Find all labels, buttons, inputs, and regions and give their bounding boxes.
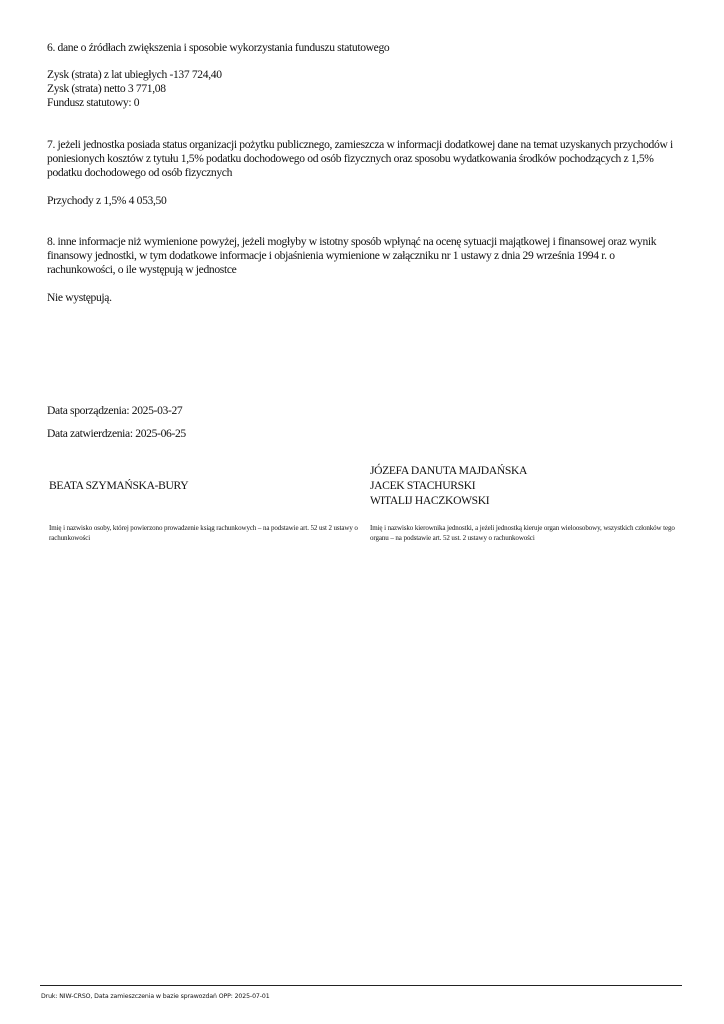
section-7-value: Przychody z 1,5% 4 053,50 — [47, 194, 167, 207]
manager-caption: Imię i nazwisko kierownika jednostki, a jeżeli jednostką kieruje organ wieloosobowy, wszystkich członków tego organu – na podstawie art. 52 ust. 2 ustawy o rachunkowości — [370, 524, 675, 542]
approval-date: Data zatwierdzenia: 2025-06-25 — [47, 427, 186, 440]
accountant-name: BEATA SZYMAŃSKA-BURY — [49, 479, 189, 492]
footer-divider — [40, 985, 682, 986]
accountant-caption: Imię i nazwisko osoby, której powierzono prowadzenie ksiąg rachunkowych – na podstawie art. 52 ust 2 ustawy o rachunkowości — [49, 524, 358, 542]
manager-name-1: JÓZEFA DANUTA MAJDAŃSKA — [370, 464, 527, 477]
section-6-line-statutory-fund: Fundusz statutowy: 0 — [47, 96, 140, 109]
footer-print-info: Druk: NIW-CRSO, Data zamieszczenia w bazie sprawozdań OPP: 2025-07-01 — [41, 993, 270, 1000]
preparation-date: Data sporządzenia: 2025-03-27 — [47, 404, 183, 417]
manager-name-2: JACEK STACHURSKI — [370, 479, 476, 492]
section-6-line-net-profit: Zysk (strata) netto 3 771,08 — [47, 82, 166, 95]
section-6-heading: 6. dane o źródłach zwiększenia i sposobie wykorzystania funduszu statutowego — [47, 41, 390, 54]
section-6-line-prior-years: Zysk (strata) z lat ubiegłych -137 724,40 — [47, 68, 222, 81]
section-8-heading: 8. inne informacje niż wymienione powyżej, jeżeli mogłyby w istotny sposób wpłynąć na ocenę sytuacji majątkowej i finansowej oraz wynik finansowy jednostki, w tym dodatkowe informacje i objaśnienia wymienione w załączniku nr 1 ustawy z dnia 29 września 1994 r. o rachunkowości, o ile występują w jednostce — [47, 235, 657, 276]
section-8-value: Nie występują. — [47, 291, 112, 304]
section-7-heading: 7. jeżeli jednostka posiada status organizacji pożytku publicznego, zamieszcza w informacji dodatkowej dane na temat uzyskanych przychodów i poniesionych kosztów z tytułu 1,5% podatku dochodowego od osób fizycznych oraz sposobu wydatkowania środków pochodzących z 1,5% podatku dochodowego od osób fizycznych — [47, 138, 673, 179]
manager-name-3: WITALIJ HACZKOWSKI — [370, 494, 490, 507]
